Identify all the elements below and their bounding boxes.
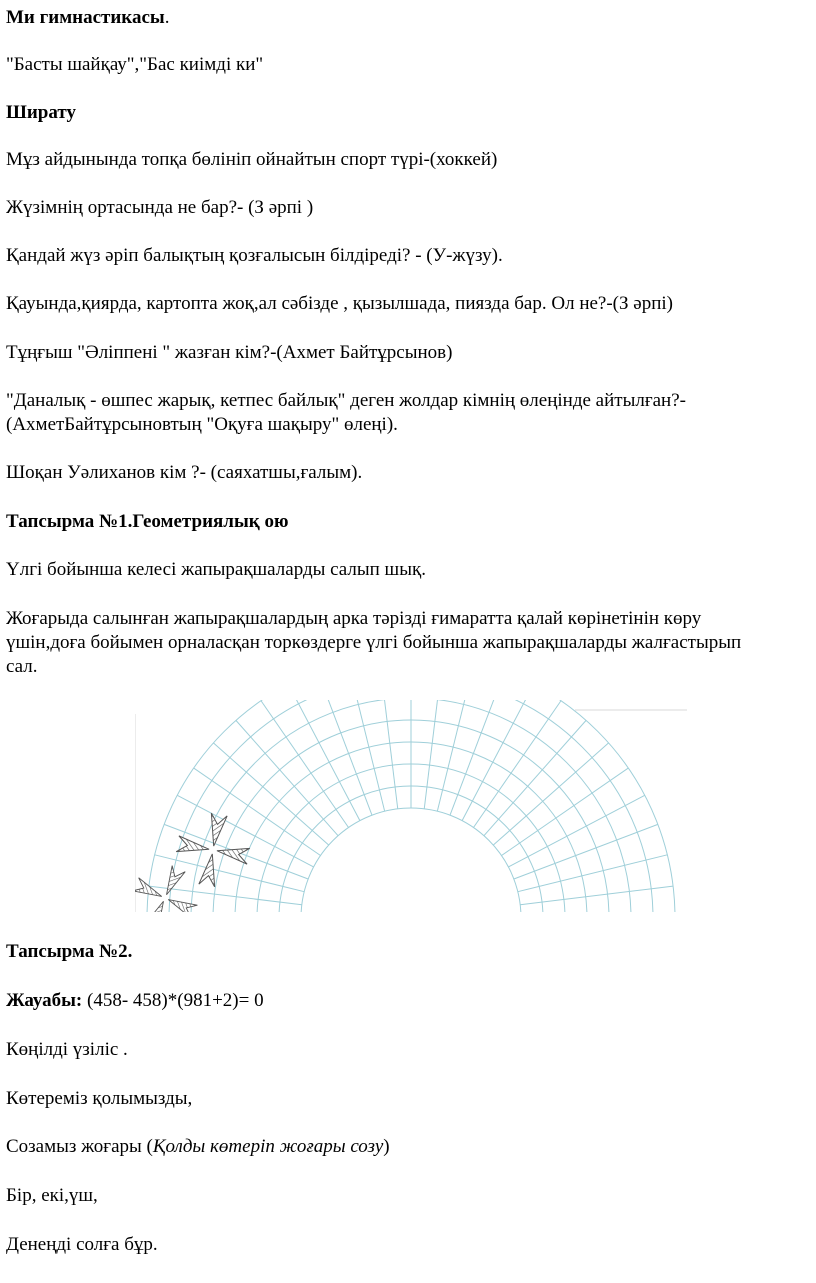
grid-radial-22 xyxy=(508,795,644,867)
poem-line-4: Денеңді солға бұр. xyxy=(6,1234,158,1255)
poem-line-2 xyxy=(6,1135,806,1159)
answer-label: Жауабы: xyxy=(6,990,83,1011)
riddle-6-line-1: "Даналық - өшпес жарық, кетпес байлық" деген жолдар кімнің өлеңінде айтылған?- xyxy=(6,390,686,411)
arch-grid-figure xyxy=(135,700,687,912)
task1-instruction: Үлгі бойынша келесі жапырақшаларды салып шық. xyxy=(6,559,426,580)
poem-line-2-italic: Қолды көтеріп жоғары созу xyxy=(152,1136,384,1157)
grid-radial-2 xyxy=(155,855,305,892)
grid-radial-4 xyxy=(177,795,313,867)
grid-radial-12 xyxy=(379,700,398,809)
riddle-3: Қандай жүз әріп балықтың қозғалысын білдіреді? - (У-жүзу). xyxy=(6,245,503,266)
answer-line xyxy=(6,989,806,1013)
grid-radial-14 xyxy=(424,700,443,809)
riddle-4: Қауында,қиярда, картопта жоқ,ал сәбізде , қызылшада, пиязда бар. Ол не?-(З әрпі) xyxy=(6,293,673,314)
task1-description-line-1: Жоғарыда салынған жапырақшалардың арка тәрізді ғимаратта қалай көрінетінін көру xyxy=(6,608,702,629)
leaf-motif-2 xyxy=(135,855,208,912)
riddle-5: Тұңғыш "Әліппені " жазған кім?-(Ахмет Байтұрсынов) xyxy=(6,342,453,363)
arch-grid xyxy=(135,700,687,912)
task1-title: Тапсырма №1.Геометриялық ою xyxy=(6,511,289,532)
poem-line-3: Бір, екі,үш, xyxy=(6,1185,98,1206)
poem-line-1: Көтереміз қолымызды, xyxy=(6,1088,193,1109)
grid-radial-25 xyxy=(520,886,673,905)
grid-radial-15 xyxy=(437,700,474,811)
gymnastics-heading-dot: . xyxy=(164,7,170,28)
leaf-motif-1 xyxy=(171,808,254,891)
task2-title: Тапсырма №2. xyxy=(6,941,133,962)
task1-description-line-2: үшін,доға бойымен орналасқан торкөздерге үлгі бойынша жапырақшаларды жалғастырып xyxy=(6,632,742,653)
grid-arc-0 xyxy=(301,808,521,912)
riddle-1: Мұз айдынында топқа бөлініп ойнайтын спорт түрі-(хоккей) xyxy=(6,149,498,170)
poem-line-2-start: Созамыз жоғары ( xyxy=(6,1136,153,1157)
riddle-7: Шоқан Уәлиханов кім ?- (саяхатшы,ғалым). xyxy=(6,462,363,483)
grid-radial-16 xyxy=(450,700,505,815)
grid-radial-9 xyxy=(288,700,360,821)
gymnastics-text: "Басты шайқау","Бас киімді ки" xyxy=(6,54,264,75)
leaf-petal-2-2 xyxy=(145,898,170,912)
grid-radial-17 xyxy=(462,700,534,821)
grid-radial-11 xyxy=(348,700,385,811)
poem-line-2-end: ) xyxy=(383,1136,390,1157)
gymnastics-heading xyxy=(6,6,806,30)
riddle-2: Жүзімнің ортасында не бар?- (З әрпі ) xyxy=(6,197,314,218)
task1-description-line-3: сал. xyxy=(6,656,38,677)
riddle-6-line-2: (АхметБайтұрсыновтың "Оқуға шақыру" өлеңі). xyxy=(6,414,398,435)
shiratu-heading: Ширату xyxy=(6,102,76,123)
pause-title: Көңілді үзіліс . xyxy=(6,1039,128,1060)
grid-radial-10 xyxy=(317,700,372,815)
answer-value: (458- 458)*(981+2)= 0 xyxy=(82,990,264,1011)
grid-radial-24 xyxy=(518,855,668,892)
leaf-petal-2-0 xyxy=(160,866,185,898)
gymnastics-heading-text: Ми гимнастикасы xyxy=(6,7,165,28)
